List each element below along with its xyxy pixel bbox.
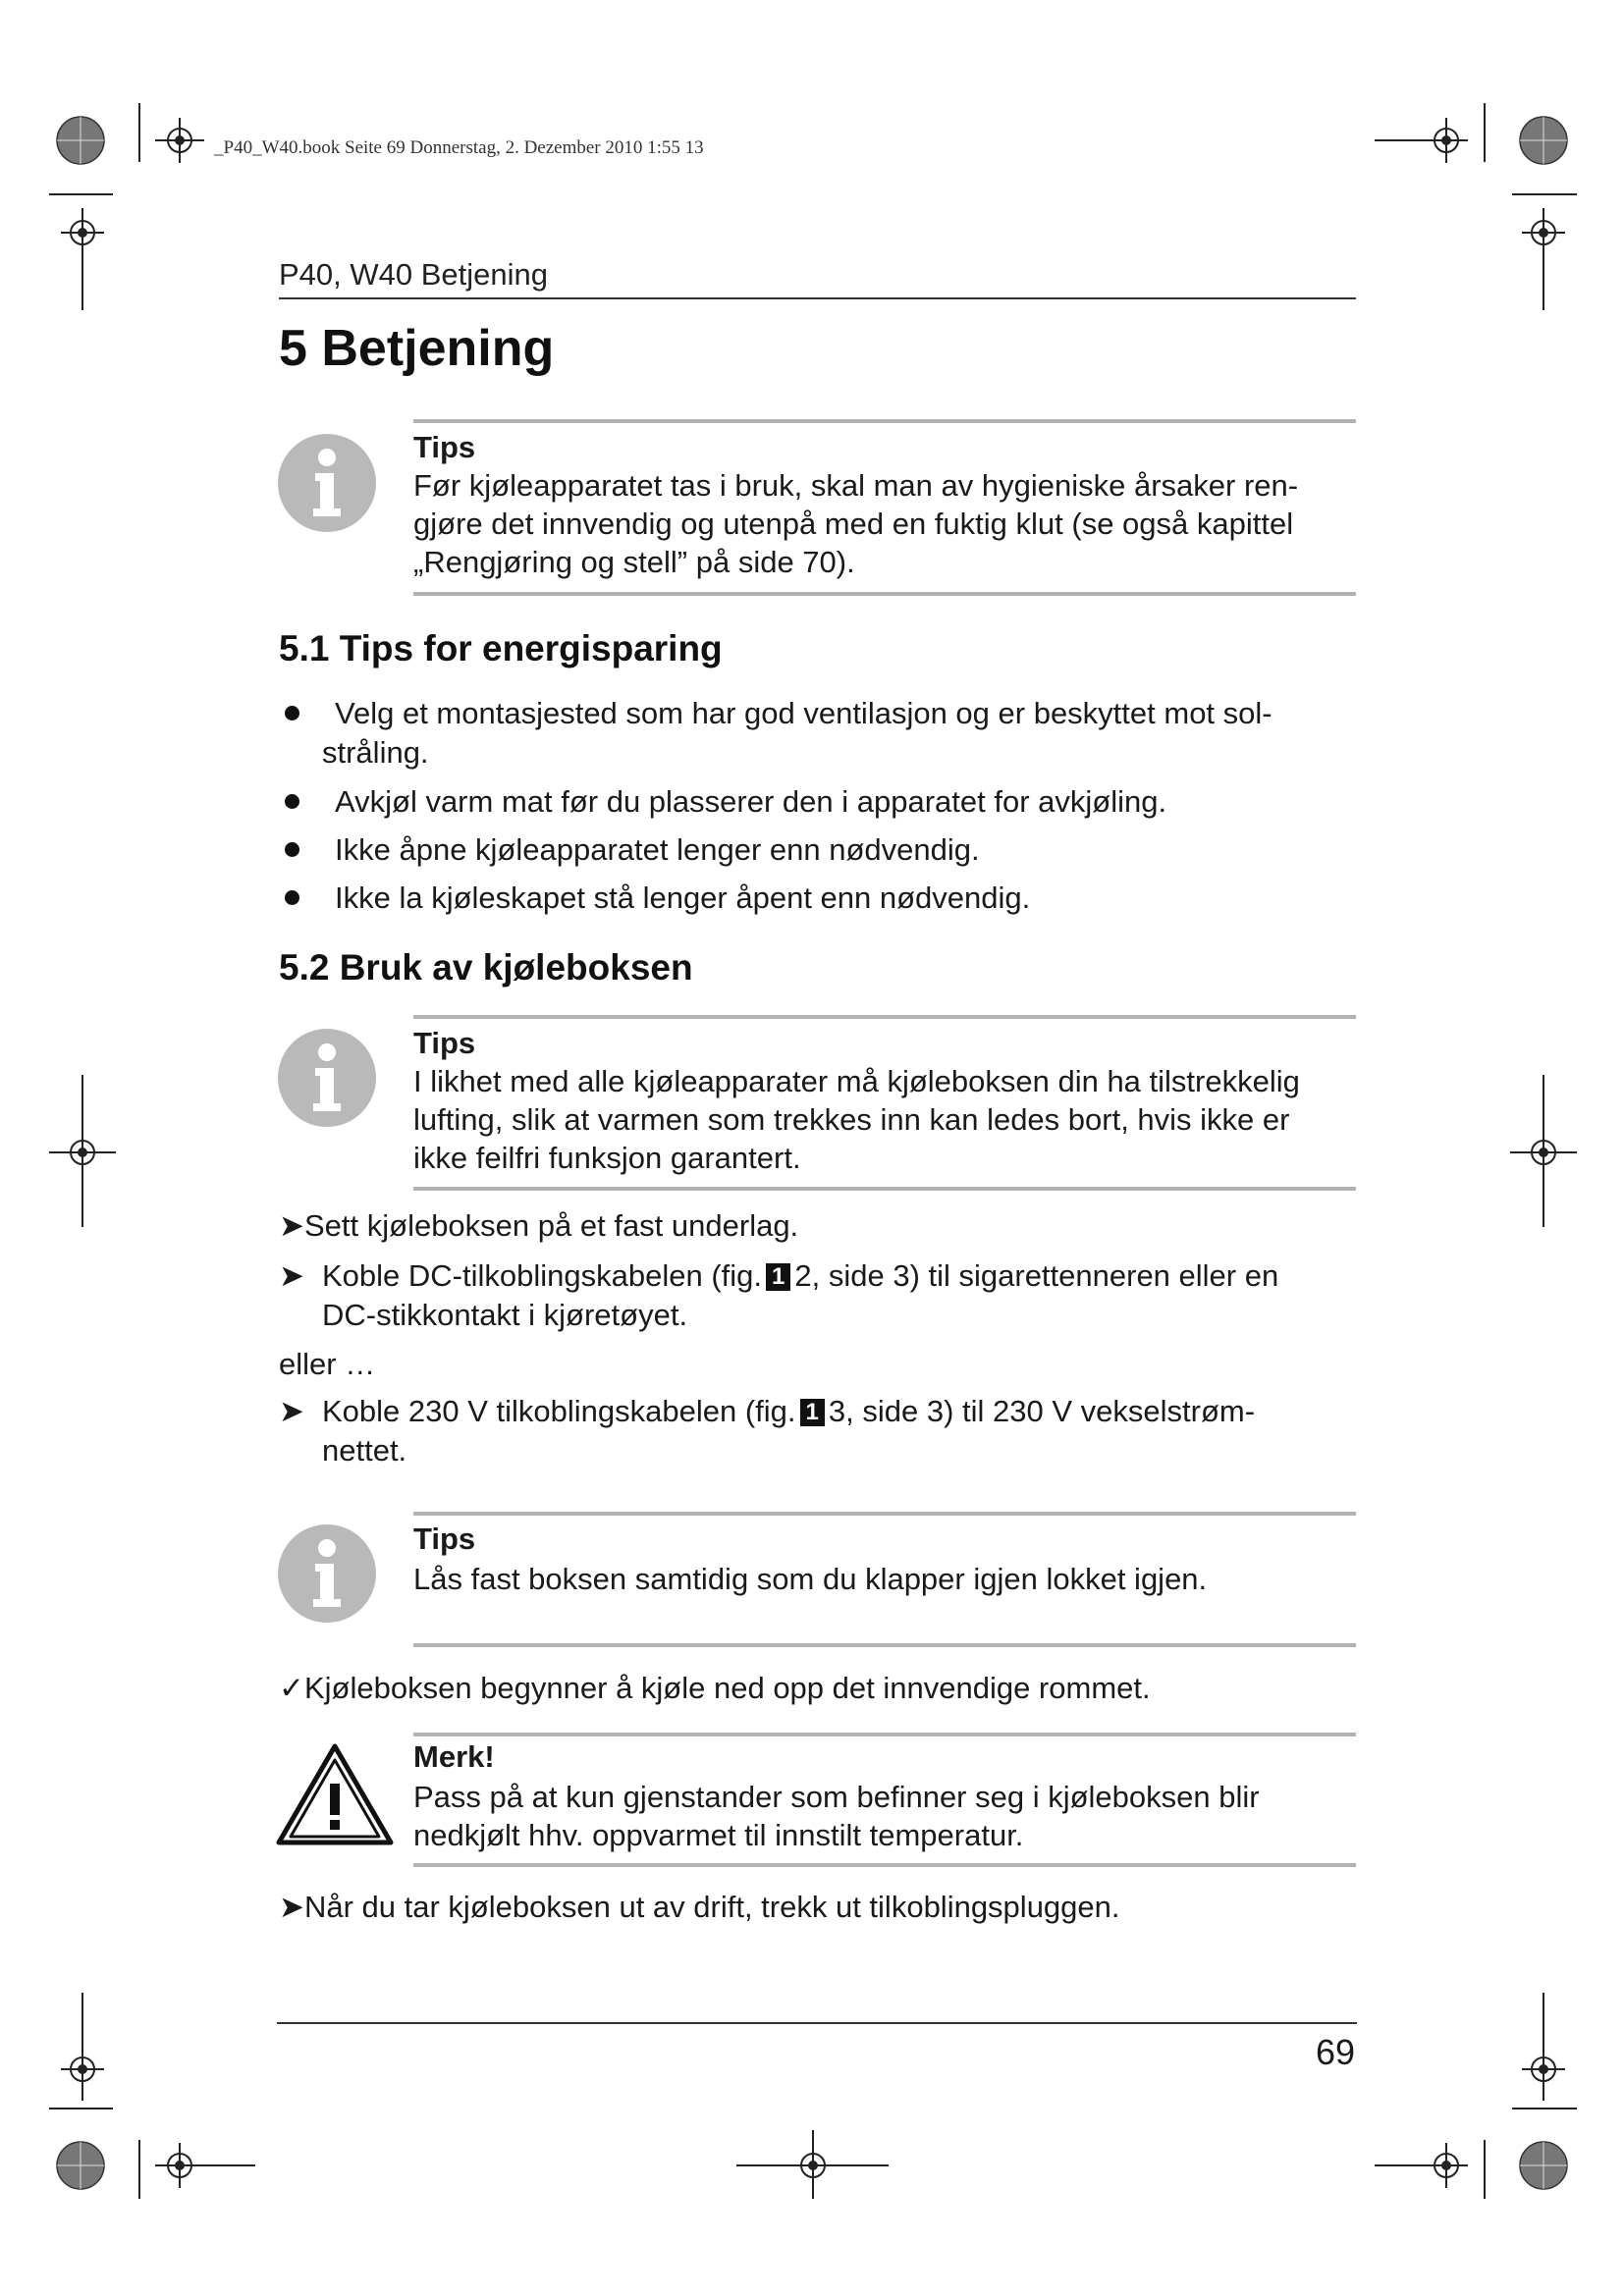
step-continuation: nettet.: [322, 1433, 407, 1468]
note-body: [413, 1062, 1356, 1177]
section-title: 5.1 Tips for energisparing: [279, 628, 723, 668]
info-icon: [278, 1029, 376, 1127]
step-text: Koble 230 V tilkoblingskabelen (fig.: [322, 1394, 796, 1428]
note-line: lufting, slik at varmen som trekkes inn kan ledes bort, hvis ikke er: [413, 1102, 1290, 1137]
print-header: _P40_W40.book Seite 69 Donnerstag, 2. Dezember 2010 1:55 13: [214, 137, 704, 158]
list-item-continuation: stråling.: [322, 735, 429, 770]
instruction-step: [279, 1206, 798, 1246]
note-rule: [413, 1863, 1356, 1867]
instruction-step: [279, 1888, 1120, 1927]
warning-line: Pass på at kun gjenstander som befinner seg i kjøleboksen blir: [413, 1780, 1260, 1814]
step-text: 3, side 3) til 230 V vekselstrøm-: [828, 1394, 1256, 1428]
result-text: Kjøleboksen begynner å kjøle ned opp det innvendige rommet.: [303, 1671, 1151, 1705]
note-line: ikke feilfri funksjon garantert.: [413, 1141, 801, 1175]
note-label: Tips: [413, 430, 476, 464]
arrow-icon: ➤: [279, 1258, 304, 1293]
note-label: Tips: [413, 1522, 476, 1556]
step-text: 2, side 3) til sigarettenneren eller en: [794, 1258, 1279, 1293]
note-rule: [413, 1643, 1356, 1647]
info-icon: [278, 1524, 376, 1623]
arrow-icon: ➤: [279, 1208, 304, 1243]
arrow-icon: ➤: [279, 1394, 304, 1428]
figure-reference: 1: [766, 1263, 790, 1291]
result-line: [279, 1669, 1151, 1708]
note-rule: [413, 419, 1356, 423]
instruction-step: [322, 1392, 1255, 1431]
note-line: Før kjøleapparatet tas i bruk, skal man av hygieniske årsaker ren-: [413, 468, 1299, 503]
note-rule: [413, 592, 1356, 596]
list-item: [335, 694, 1272, 733]
running-header: P40, W40 Betjening: [279, 257, 549, 292]
step-continuation: DC-stikkontakt i kjøretøyet.: [322, 1298, 688, 1332]
note-line: gjøre det innvendig og utenpå med en fuktig klut (se også kapittel: [413, 507, 1294, 541]
section-title: 5.2 Bruk av kjøleboksen: [279, 947, 693, 988]
bullet-icon: [285, 842, 299, 857]
note-line: „Rengjøring og stell” på side 70).: [413, 545, 855, 579]
step-text: Sett kjøleboksen på et fast underlag.: [303, 1208, 799, 1243]
page-number: 69: [1315, 2032, 1355, 2072]
arrow-icon: ➤: [279, 1890, 304, 1924]
bullet-icon: [285, 706, 299, 721]
bullet-icon: [285, 794, 299, 809]
note-rule: [413, 1512, 1356, 1516]
warning-line: nedkjølt hhv. oppvarmet til innstilt temperatur.: [413, 1818, 1024, 1852]
list-item: Avkjøl varm mat før du plasserer den i apparatet for avkjøling.: [335, 784, 1167, 819]
note-rule: [413, 1015, 1356, 1019]
bullet-icon: [285, 890, 299, 905]
note-body: Lås fast boksen samtidig som du klapper igjen lokket igjen.: [413, 1562, 1208, 1596]
figure-reference: 1: [800, 1399, 825, 1426]
footer-rule: [277, 2022, 1357, 2024]
note-label: Tips: [413, 1026, 476, 1060]
list-item: Ikke la kjøleskapet stå lenger åpent enn nødvendig.: [335, 881, 1031, 915]
note-body: [413, 466, 1356, 581]
instruction-step: [322, 1256, 1278, 1296]
note-rule: [413, 1187, 1356, 1191]
or-text: eller …: [279, 1347, 376, 1381]
list-item: Ikke åpne kjøleapparatet lenger enn nødvendig.: [335, 832, 980, 867]
info-icon: [278, 434, 376, 532]
list-item-line: Velg et montasjested som har god ventilasjon og er beskyttet mot sol-: [335, 696, 1272, 730]
step-text: Koble DC-tilkoblingskabelen (fig.: [322, 1258, 763, 1293]
warning-body: [413, 1778, 1356, 1854]
checkmark-icon: ✓: [279, 1671, 304, 1705]
warning-label: Merk!: [413, 1739, 495, 1774]
header-rule: [279, 297, 1356, 299]
note-rule: [413, 1733, 1356, 1736]
warning-triangle-icon: [275, 1742, 395, 1848]
note-line: I likhet med alle kjøleapparater må kjøleboksen din ha tilstrekkelig: [413, 1064, 1300, 1098]
chapter-title: 5 Betjening: [279, 320, 555, 377]
step-text: Når du tar kjøleboksen ut av drift, trekk ut tilkoblingspluggen.: [303, 1890, 1120, 1924]
